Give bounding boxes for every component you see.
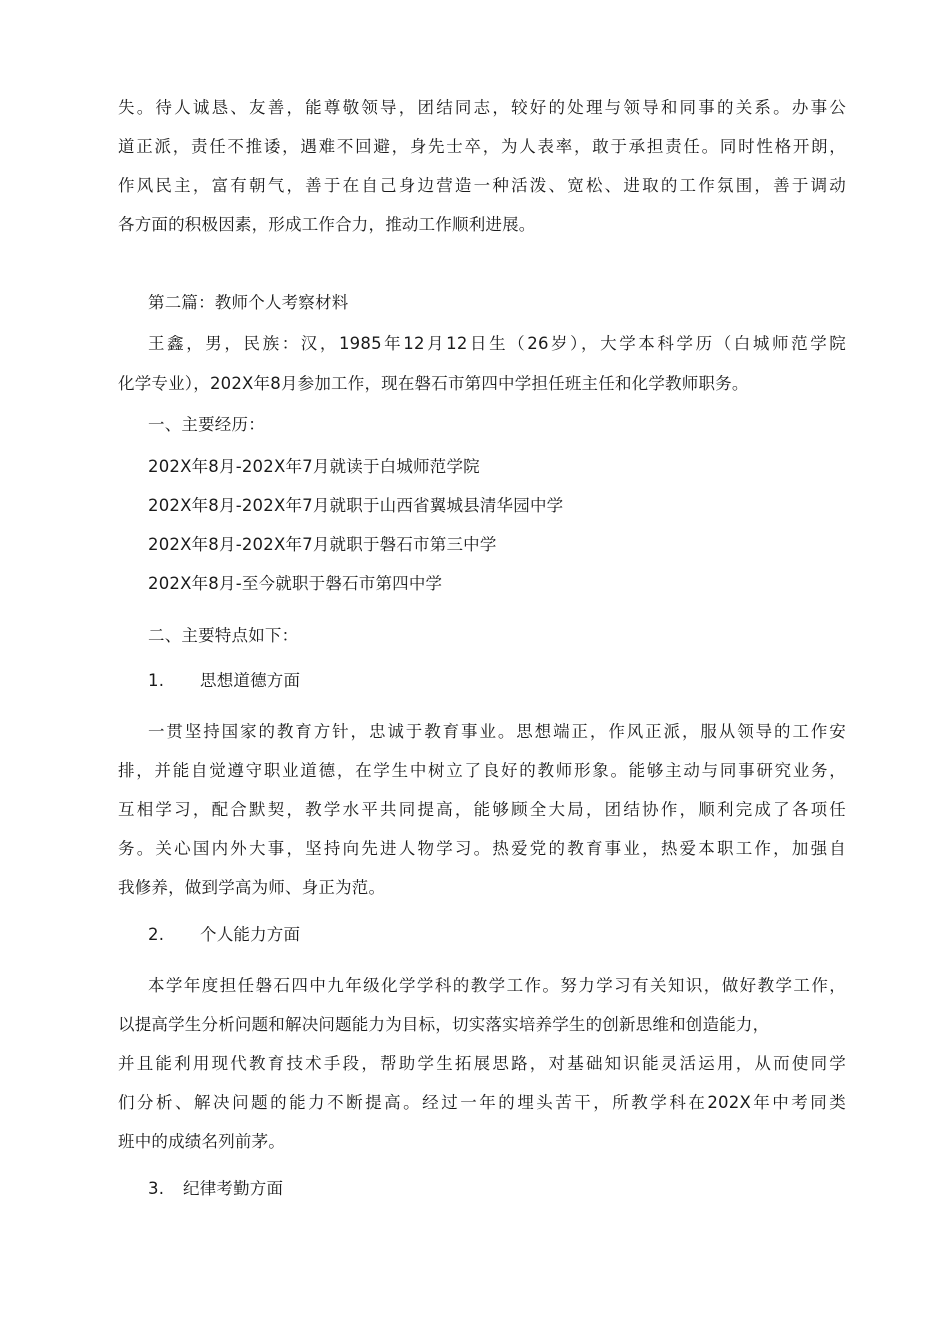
item-number: 1. — [148, 671, 165, 690]
paragraph-line: 化学专业），202X年8月参加工作，现在磐石市第四中学担任班主任和化学教师职务。 — [118, 374, 749, 393]
item-number: 3. — [148, 1179, 165, 1198]
section-title: 第二篇：教师个人考察材料 — [148, 293, 349, 312]
paragraph-line: 务。关心国内外大事，坚持向先进人物学习。热爱党的教育事业，热爱本职工作，加强自 — [118, 839, 846, 858]
paragraph-line: 以提高学生分析问题和解决问题能力为目标，切实落实培养学生的创新思维和创造能力， — [118, 1015, 770, 1034]
paragraph-line: 作风民主，富有朝气，善于在自己身边营造一种活泼、宽松、进取的工作氛围，善于调动 — [118, 176, 846, 195]
paragraph-line: 我修养，做到学高为师、身正为范。 — [118, 878, 386, 897]
numbered-heading — [148, 925, 846, 945]
experience-item: 202X年8月-202X年7月就职于山西省翼城县清华园中学 — [148, 496, 564, 515]
heading-experience: 一、主要经历： — [148, 415, 265, 434]
experience-item: 202X年8月-202X年7月就职于磐石市第三中学 — [148, 535, 497, 554]
paragraph-line: 排，并能自觉遵守职业道德，在学生中树立了良好的教师形象。能够主动与同事研究业务， — [118, 761, 846, 780]
paragraph-line: 各方面的积极因素，形成工作合力，推动工作顺利进展。 — [118, 215, 536, 234]
paragraph-line: 班中的成绩名列前茅。 — [118, 1132, 285, 1151]
item-number: 2. — [148, 925, 165, 944]
paragraph-line: 失。待人诚恳、友善，能尊敬领导，团结同志，较好的处理与领导和同事的关系。办事公 — [118, 98, 846, 117]
heading-features: 二、主要特点如下： — [148, 626, 299, 645]
item-text: 个人能力方面 — [200, 925, 301, 944]
paragraph-line: 互相学习，配合默契，教学水平共同提高，能够顾全大局，团结协作，顺利完成了各项任 — [118, 800, 846, 819]
paragraph-line: 本学年度担任磐石四中九年级化学学科的教学工作。努力学习有关知识，做好教学工作， — [148, 976, 846, 995]
numbered-heading — [148, 671, 846, 691]
paragraph-line: 王鑫，男，民族：汉，1985年12月12日生（26岁），大学本科学历（白城师范学院 — [148, 334, 846, 353]
experience-item: 202X年8月-202X年7月就读于白城师范学院 — [148, 457, 480, 476]
experience-item: 202X年8月-至今就职于磐石市第四中学 — [148, 574, 443, 593]
paragraph-line: 道正派，责任不推诿，遇难不回避，身先士卒，为人表率，敢于承担责任。同时性格开朗， — [118, 137, 846, 156]
paragraph-line: 并且能利用现代教育技术手段，帮助学生拓展思路，对基础知识能灵活运用，从而使同学 — [118, 1054, 846, 1073]
item-text: 思想道德方面 — [200, 671, 301, 690]
paragraph-line: 一贯坚持国家的教育方针，忠诚于教育事业。思想端正，作风正派，服从领导的工作安 — [148, 722, 846, 741]
item-text: 纪律考勤方面 — [183, 1179, 284, 1198]
numbered-heading — [148, 1179, 846, 1199]
paragraph-line: 们分析、解决问题的能力不断提高。经过一年的埋头苦干，所教学科在202X年中考同类 — [118, 1093, 846, 1112]
